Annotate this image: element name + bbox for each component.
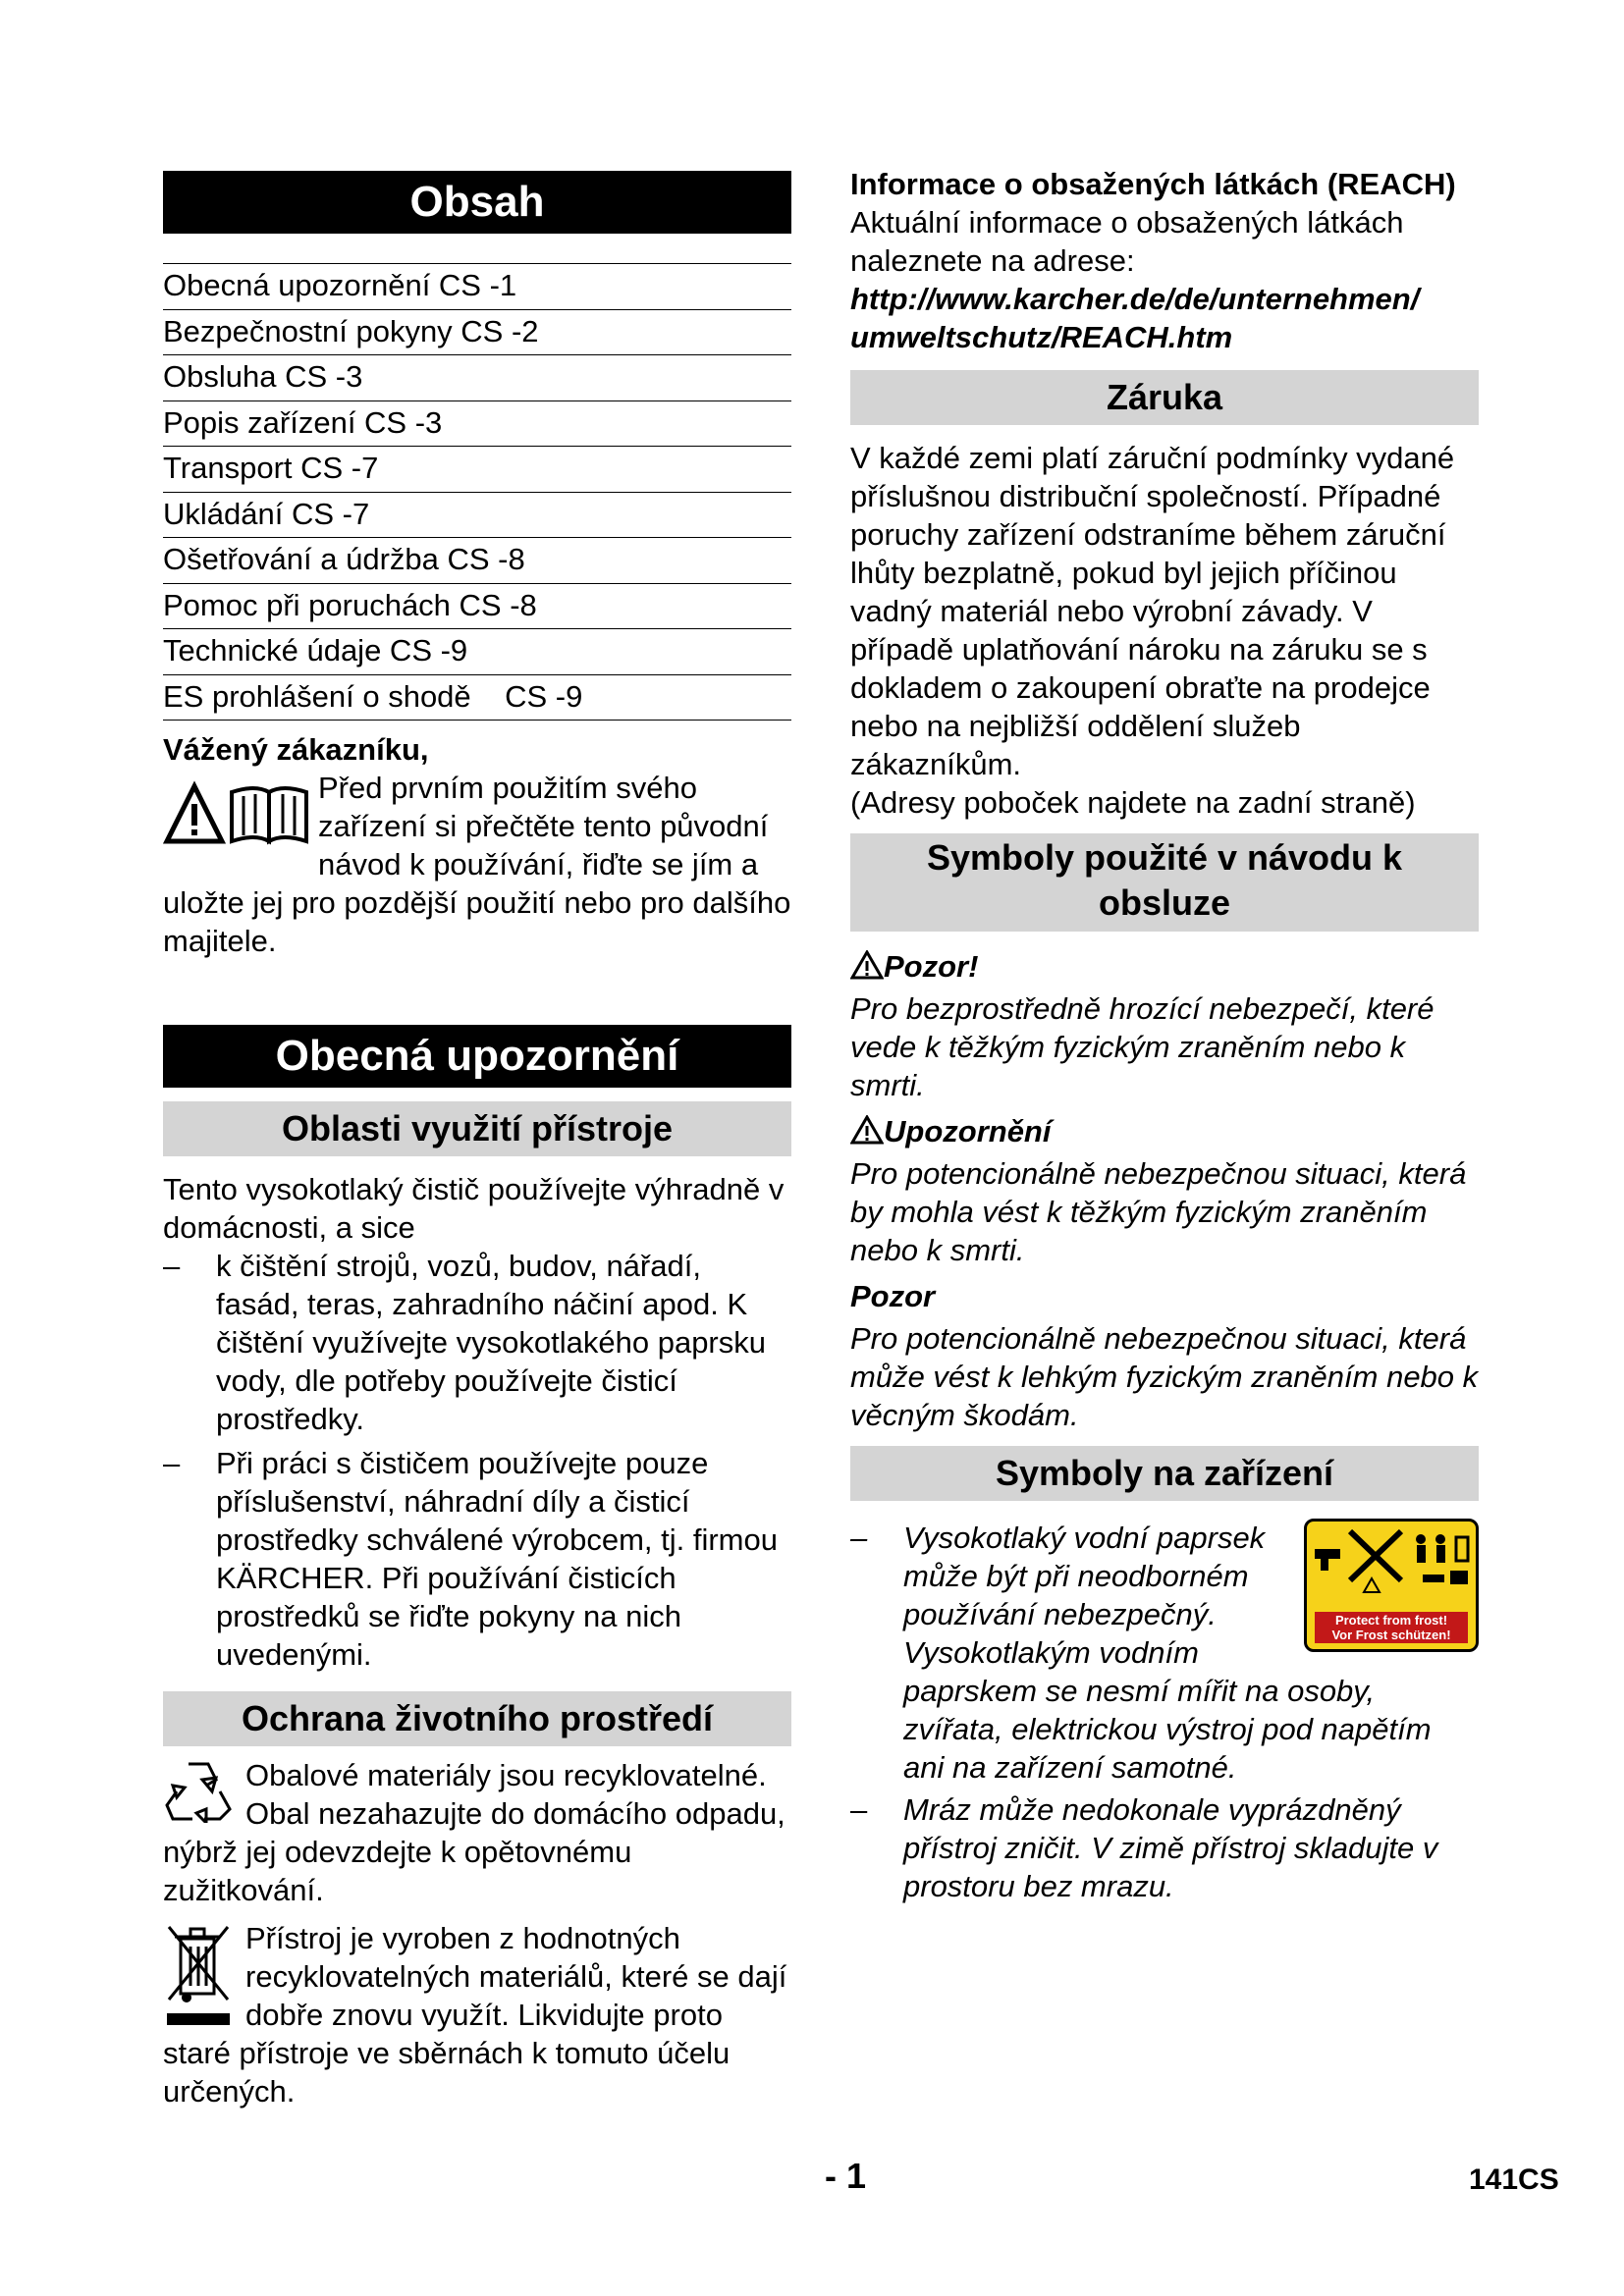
- warranty-text: V každé zemi platí záruční podmínky vydané příslušnou distribuční společností. Případné poruchy zařízení odstraníme během záruční lhůty bezplatně, pokud byl jejich příčinou vadný materiál nebo výrobní závady. V případě uplatňování nároku na záruku se s dokladem o zakoupení obraťte na prodejce nebo na nejbližší oddělení služeb zákazníkům.: [850, 441, 1455, 781]
- danger-label: Pozor!: [884, 949, 979, 984]
- reach-url-line2[interactable]: umweltschutz/REACH.htm: [850, 320, 1233, 354]
- warning-triangle-icon: [850, 1115, 884, 1145]
- toc-title: Obsah: [163, 171, 791, 234]
- toc-item[interactable]: Ukládání CS -7: [163, 493, 791, 539]
- danger-text: Pro bezprostředně hrozící nebezpečí, které vede k těžkým fyzickým zraněním nebo k smrti.: [850, 991, 1435, 1102]
- device-symbol-item-1: – Vysokotlaký vodní paprsek může být při neodborném používání nebezpečný. Vysokotlakým vodním paprskem se nesmí mířit na osoby, zvířata, elektrickou výstroj pod napětím ani na zařízení samotné.: [850, 1521, 1432, 1785]
- reach-url-line1[interactable]: http://www.karcher.de/de/unternehmen/: [850, 282, 1420, 316]
- warning-text: Pro potencionálně nebezpečnou situaci, která by mohla vést k těžkým fyzickým zraněním nebo k smrti.: [850, 1156, 1467, 1267]
- toc-item[interactable]: Ošetřování a údržba CS -8: [163, 538, 791, 584]
- warning-label: Upozornění: [884, 1114, 1052, 1148]
- toc-item[interactable]: Technické údaje CS -9: [163, 629, 791, 675]
- toc-item[interactable]: Pomoc při poruchách CS -8: [163, 584, 791, 630]
- sticker-text-line2: Vor Frost schützen!: [1331, 1628, 1451, 1642]
- toc-item[interactable]: Obecná upozornění CS -1: [163, 264, 791, 310]
- salutation: Vážený zákazníku,: [163, 732, 429, 767]
- caution-text: Pro potencionálně nebezpečnou situaci, která může vést k lehkým fyzickým zraněním nebo k věcným škodám.: [850, 1321, 1479, 1432]
- page-number: - 1: [825, 2156, 867, 2196]
- sticker-text-line1: Protect from frost!: [1334, 1613, 1448, 1628]
- waste-bin-crossed-icon: [163, 1921, 234, 2027]
- sticker-text: [1315, 1612, 1468, 1643]
- usage-text: Tento vysokotlaký čistič používejte výhradně v domácnosti, a sice: [163, 1172, 785, 1245]
- high-pressure-warning-icon: [1307, 1523, 1476, 1612]
- section-title-warranty: Záruka: [850, 370, 1479, 425]
- intro-text: Před prvním použitím svého zařízení si přečtěte tento původní návod k používání, řiďte se jím a uložte jej pro pozdější použití nebo pro dalšího majitele.: [163, 771, 791, 958]
- weee-text: Přístroj je vyroben z hodnotných recyklovatelných materiálů, které se dají dobře znovu využít. Likvidujte proto staré přístroje ve sběrnách k tomuto účelu určených.: [163, 1921, 787, 2109]
- section-title-symbols-device: Symboly na zařízení: [850, 1446, 1479, 1501]
- reach-title: Informace o obsažených látkách (REACH): [850, 167, 1456, 201]
- toc-item[interactable]: Popis zařízení CS -3: [163, 401, 791, 448]
- weee-block: [163, 1919, 791, 2110]
- caution-label: Pozor: [850, 1279, 936, 1313]
- recycle-text: Obalové materiály jsou recyklovatelné. Obal nezahazujte do domácího odpadu, nýbrž jej odevzdejte k opětovnému zužitkování.: [163, 1758, 785, 1907]
- left-column: [163, 171, 791, 2110]
- reach-text: Aktuální informace o obsažených látkách naleznete na adrese:: [850, 205, 1404, 278]
- symbols-manual-title-line1: Symboly použité v návodu k: [926, 837, 1403, 878]
- page-code: 141CS: [1469, 2163, 1559, 2196]
- danger-heading: [850, 947, 1479, 986]
- section-title-environment: Ochrana životního prostředí: [163, 1691, 791, 1746]
- section-title-symbols-manual: [850, 833, 1479, 932]
- intro-block: [163, 769, 791, 960]
- recycle-block: [163, 1756, 791, 1909]
- section-title-general: Obecná upozornění: [163, 1025, 791, 1088]
- toc-item[interactable]: Bezpečnostní pokyny CS -2: [163, 310, 791, 356]
- warranty-note: (Adresy poboček najdete na zadní straně): [850, 785, 1416, 820]
- right-column: [850, 165, 1479, 1905]
- section-title-usage: Oblasti využití přístroje: [163, 1101, 791, 1156]
- warning-heading: [850, 1112, 1479, 1150]
- device-symbols-block: [850, 1519, 1479, 1905]
- symbols-manual-title-line2: obsluze: [1098, 882, 1230, 923]
- toc-item[interactable]: ES prohlášení o shodě CS -9: [163, 675, 791, 721]
- list-item: – k čištění strojů, vozů, budov, nářadí, fasád, teras, zahradního náčiní apod. K čištění využívejte vysokotlakého paprsku vody, dle potřeby používejte čisticí prostředky.: [163, 1249, 766, 1436]
- usage-list: [163, 1247, 791, 1674]
- recycle-icon: [163, 1758, 234, 1823]
- list-item: – Při práci s čističem používejte pouze příslušenství, náhradní díly a čisticí prostředky schválené výrobcem, tj. firmou KÄRCHER. Při používání čisticích prostředků se řiďte pokyny na nich uvedenými.: [163, 1446, 778, 1672]
- toc-item[interactable]: Obsluha CS -3: [163, 355, 791, 401]
- warning-triangle-icon: [850, 950, 884, 980]
- device-warning-sticker: [1304, 1519, 1479, 1652]
- device-symbol-item-2: – Mráz může nedokonale vyprázdněný přístroj zničit. V zimě přístroj skladujte v prostoru bez mrazu.: [850, 1792, 1438, 1903]
- toc-item[interactable]: Transport CS -7: [163, 447, 791, 493]
- warning-manual-icon: [163, 778, 310, 847]
- table-of-contents: [163, 263, 791, 721]
